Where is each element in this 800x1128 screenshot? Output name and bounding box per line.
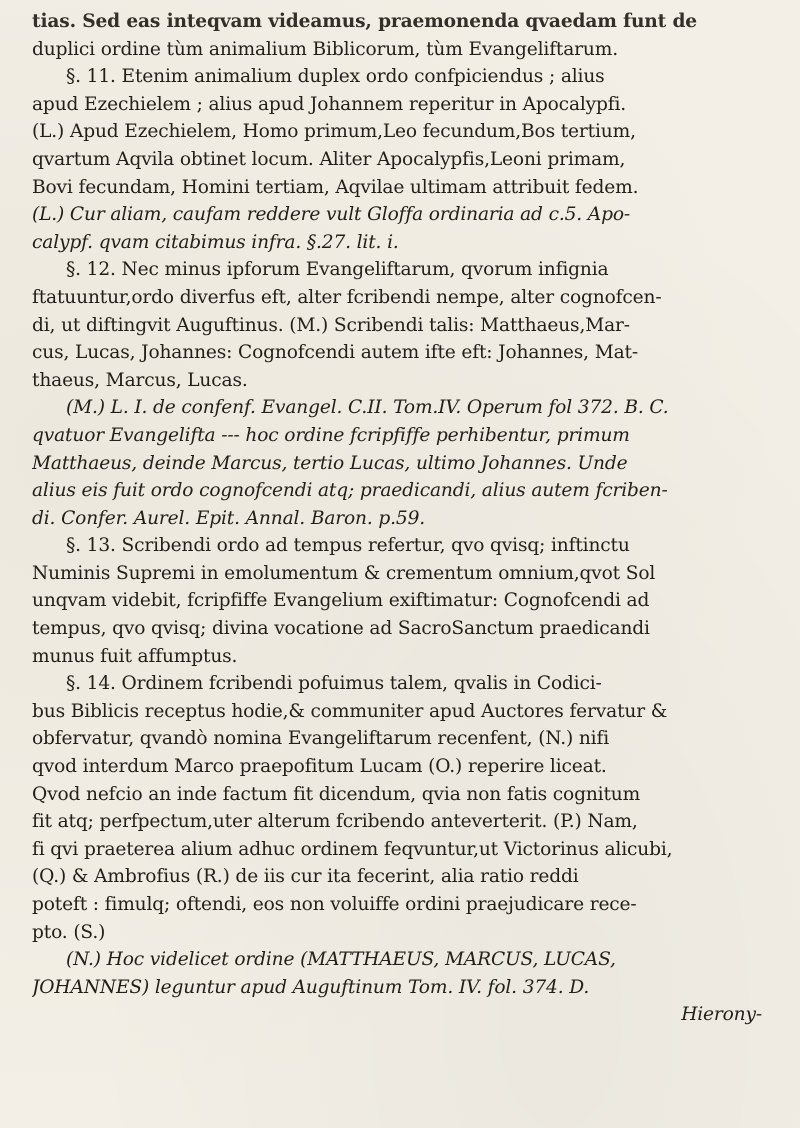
text-line: di. Confer. Aurel. Epit. Annal. Baron. p.59. <box>32 507 426 529</box>
text-line: tias. Sed eas inteqvam videamus, praemonenda qvaedam funt de <box>32 11 697 32</box>
text-line: poteft : fimulq; oftendi, eos non voluiffe ordini praejudicare rece- <box>32 894 637 915</box>
text-line: apud Ezechielem ; alius apud Johannem reperitur in Apocalypfi. <box>32 93 627 115</box>
text-line: bus Biblicis receptus hodie,& communiter apud Auctores fervatur & <box>32 700 668 722</box>
text-line: (L.) Apud Ezechielem, Homo primum,Leo fecundum,Bos tertium, <box>32 121 636 143</box>
text-line: duplici ordine tùm animalium Biblicorum, tùm Evangeliftarum. <box>32 38 618 60</box>
text-line: thaeus, Marcus, Lucas. <box>32 369 248 391</box>
text-line: pto. (S.) <box>32 921 106 943</box>
text-line: (N.) Hoc videlicet ordine (MATTHAEUS, MARCUS, LUCAS, <box>66 949 616 971</box>
text-line: Matthaeus, deinde Marcus, tertio Lucas, ultimo Johannes. Unde <box>32 452 628 474</box>
text-line: §. 13. Scribendi ordo ad tempus refertur, qvo qvisq; inftinctu <box>66 535 630 557</box>
text-line: Bovi fecundam, Homini tertiam, Aqvilae ultimam attribuit fedem. <box>32 176 639 198</box>
text-line: Hierony- <box>681 1004 762 1026</box>
text-line: calypf. qvam citabimus infra. §.27. lit. i. <box>32 231 399 253</box>
text-line: JOHANNES) leguntur apud Auguftinum Tom. IV. fol. 374. D. <box>32 976 590 998</box>
text-line: unqvam videbit, fcripfiffe Evangelium exiftimatur: Cognofcendi ad <box>32 590 650 612</box>
text-line: §. 11. Etenim animalium duplex ordo confpiciendus ; alius <box>66 66 605 88</box>
text-line: Numinis Supremi in emolumentum & crementum omnium,qvot Sol <box>32 562 656 584</box>
text-line: munus fuit affumptus. <box>32 645 238 667</box>
text-line: obfervatur, qvandò nomina Evangeliftarum recenfent, (N.) nifi <box>32 728 609 750</box>
text-line: (Q.) & Ambrofius (R.) de iis cur ita fecerint, alia ratio reddi <box>32 866 579 888</box>
text-line: cus, Lucas, Johannes: Cognofcendi autem ifte eft: Johannes, Mat- <box>32 342 638 364</box>
text-line: Qvod nefcio an inde factum fit dicendum, qvia non fatis cognitum <box>32 783 641 805</box>
text-line: alius eis fuit ordo cognofcendi atq; praedicandi, alius autem fcriben- <box>32 480 668 502</box>
text-line: ftatuuntur,ordo diverfus eft, alter fcribendi nempe, alter cognofcen- <box>32 286 662 308</box>
text-line: (M.) L. I. de confenf. Evangel. C.II. Tom.IV. Operum fol 372. B. C. <box>66 397 669 419</box>
text-line: §. 12. Nec minus ipforum Evangeliftarum, qvorum infignia <box>66 259 609 281</box>
text-line: qvod interdum Marco praepofitum Lucam (O.) reperire liceat. <box>32 756 607 778</box>
text-line: fi qvi praeterea alium adhuc ordinem feqvuntur,ut Victorinus alicubi, <box>32 838 673 860</box>
text-line: (L.) Cur aliam, caufam reddere vult Gloffa ordinaria ad c.5. Apo- <box>32 204 630 226</box>
text-line: di, ut diftingvit Auguftinus. (M.) Scribendi talis: Matthaeus,Mar- <box>32 314 630 336</box>
text-line: tempus, qvo qvisq; divina vocatione ad SacroSanctum praedicandi <box>32 618 650 640</box>
text-line: qvatuor Evangelifta --- hoc ordine fcripfiffe perhibentur, primum <box>32 424 630 446</box>
latin-text-block <box>32 8 772 1029</box>
text-line: qvartum Aqvila obtinet locum. Aliter Apocalypfis,Leoni primam, <box>32 148 626 170</box>
text-line: §. 14. Ordinem fcribendi pofuimus talem, qvalis in Codici- <box>66 673 602 695</box>
text-line: fit atq; perfpectum,uter alterum fcribendo anteverterit. (P.) Nam, <box>32 811 638 833</box>
